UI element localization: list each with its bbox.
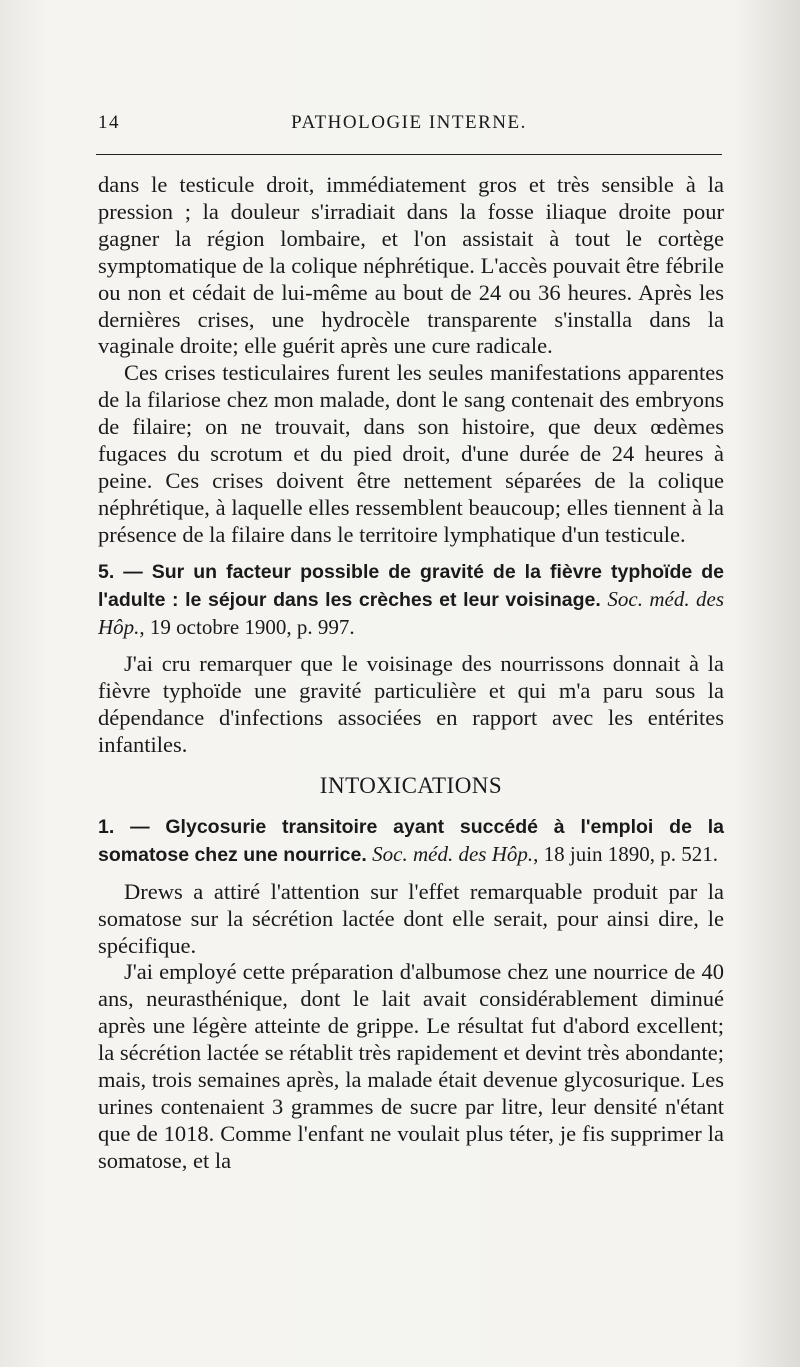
paragraph-continued: dans le testicule droit, immédiatement gros et très sensible à la pression ; la douleur s'irradiait dans la fosse iliaque droite pour gagner la région lombaire, et l'on assistait à tout le cortège symptomatique de la colique néphrétique. L'accès pouvait être fébrile ou non et cédait de lui-même au bout de 24 ou 36 heures. Après les dernières crises, une hydrocèle transparente s'installa dans la vaginale droite; elle guérit après une cure radicale. (98, 172, 724, 359)
page-body (98, 172, 724, 1175)
paragraph-drews: Drews a attiré l'attention sur l'effet remarquable produit par la somatose sur la sécrétion lactée dont elle serait, pour ainsi dire, le spécifique. (98, 878, 724, 958)
entry-1-journal: Soc. méd. des Hôp. (372, 841, 534, 866)
entry-1-details: , 18 juin 1890, p. 521. (533, 841, 719, 866)
entry-1-title: 1. — Glycosurie transitoire ayant succédé à l'emploi de la somatose chez une nourrice. (98, 815, 724, 866)
bibliography-entry-1 (98, 814, 724, 869)
page-number: 14 (98, 112, 120, 133)
section-title: INTOXICATIONS (319, 773, 503, 799)
bibliography-entry-5 (98, 559, 724, 642)
entry-5-details: , 19 octobre 1900, p. 997. (139, 614, 355, 639)
paragraph-albumose: J'ai employé cette préparation d'albumose chez une nourrice de 40 ans, neurasthénique, dont le lait avait considérablement diminué après une légère atteinte de grippe. Le résultat fut d'abord excellent; la sécrétion lactée se rétablit très rapidement et devint très abondante; mais, trois semaines après, la malade était devenue glycosurique. Les urines contenaient 3 grammes de sucre par litre, leur densité n'étant que de 1018. Comme l'enfant ne voulait plus téter, je fis supprimer la somatose, et la (98, 959, 724, 1173)
running-title: PATHOLOGIE INTERNE. (291, 112, 527, 133)
paragraph-filariose: Ces crises testiculaires furent les seules manifestations apparentes de la filariose chez mon malade, dont le sang contenait des embryons de filaire; on ne trouvait, dans son histoire, que deux œdèmes fugaces du scrotum et du pied droit, d'une durée de 24 heures à peine. Ces crises doivent être nettement séparées de la colique néphrétique, à laquelle elles ressemblent beaucoup; elles tiennent à la présence de la filaire dans le territoire lymphatique d'un testicule. (98, 360, 724, 547)
page-header (98, 112, 720, 142)
paragraph-typhoide: J'ai cru remarquer que le voisinage des nourrissons donnait à la fièvre typhoïde une gravité particulière et qui m'a paru sous la dépendance d'infections associées en rapport avec les entérites infantiles. (98, 651, 724, 758)
entry-1-reference (372, 842, 718, 866)
header-rule (96, 154, 722, 155)
entry-5-title: 5. — Sur un facteur possible de gravité de la fièvre typhoïde de l'adulte : le séjour dans les crèches et leur voisinage. (98, 560, 724, 611)
entry-5-journal: Soc. méd. des Hôp. (98, 586, 724, 639)
